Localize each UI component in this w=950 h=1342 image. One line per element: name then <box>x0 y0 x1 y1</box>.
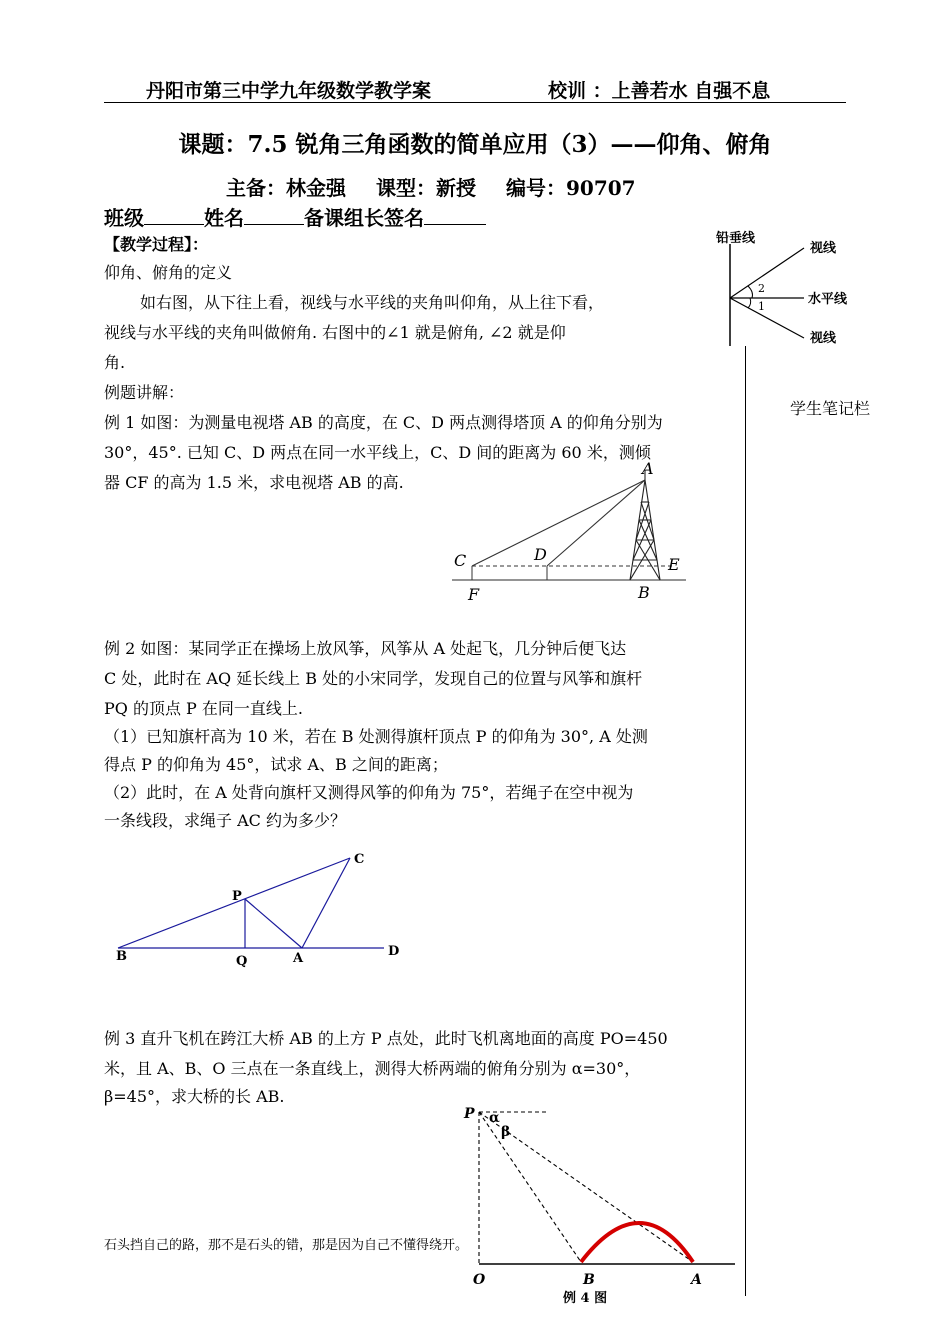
ex1-line: 器 CF 的高为 1.5 米，求电视塔 AB 的高. <box>104 473 404 492</box>
angle-figure <box>700 226 870 356</box>
sight-line-b <box>479 1112 581 1262</box>
ex2-line: （2）此时，在 A 处背向旗杆又测得风筝的仰角为 75°，若绳子在空中视为 <box>104 783 634 802</box>
alpha-label: α <box>489 1110 500 1126</box>
sight-line-a <box>479 1112 693 1262</box>
sight-line-down <box>730 298 804 338</box>
definition-line: 如右图，从下往上看，视线与水平线的夹角叫仰角，从上往下看， <box>140 293 605 312</box>
point-p-label: P <box>232 889 242 904</box>
point-a-label: A <box>642 459 654 478</box>
name-label: 姓名 <box>204 206 244 230</box>
ex2-lines <box>118 858 384 948</box>
definition-line: 视线与水平线的夹角叫做俯角. 右图中的∠1 就是俯角, ∠2 就是仰 <box>104 323 566 342</box>
point-c-label: C <box>354 852 365 867</box>
angle-1-arc <box>748 298 751 308</box>
examples-heading: 例题讲解： <box>104 383 185 402</box>
school-motto: 校训 ：上善若水 自强不息 <box>548 80 771 102</box>
angle-2-label: 2 <box>758 282 765 295</box>
ex1-figure <box>440 456 700 606</box>
ex2-line: PQ 的顶点 P 在同一直线上. <box>104 699 303 718</box>
ex3-line: 米，且 A、B、O 三点在一条直线上，测得大桥两端的俯角分别为 α=30°， <box>104 1059 641 1078</box>
school-name: 丹阳市第三中学九年级数学教学案 <box>146 80 432 102</box>
lesson-meta <box>226 172 666 201</box>
leader-label: 备课组长签名 <box>304 206 424 230</box>
ex2-line: 一条线段，求绳子 AC 约为多少？ <box>104 811 346 830</box>
point-b-label: B <box>116 949 127 964</box>
bridge-arc <box>581 1223 693 1262</box>
lesson-title: 课题：7.5 锐角三角函数的简单应用（3）——仰角、俯角 <box>178 131 772 158</box>
point-p-label: P <box>464 1106 475 1122</box>
ex2-figure <box>104 844 414 974</box>
sight-down-label: 视线 <box>810 331 837 346</box>
point-c-label: C <box>454 551 467 570</box>
ex2-line: 例 2 如图：某同学正在操场上放风筝，风筝从 A 处起飞，几分钟后便飞达 <box>104 639 627 658</box>
point-b-label: B <box>638 583 650 602</box>
point-o-label: O <box>473 1272 486 1288</box>
tower <box>630 470 660 580</box>
point-a-label: A <box>293 951 304 966</box>
footer-quote: 石头挡自己的路，那不是石头的错，那是因为自己不懂得绕开。 <box>104 1238 469 1253</box>
ex2-line: （1）已知旗杆高为 10 米，若在 B 处测得旗杆顶点 P 的仰角为 30°, A 处测 <box>104 727 648 746</box>
sight-up-label: 视线 <box>810 241 837 256</box>
class-label: 班级 <box>104 206 144 230</box>
beta-label: β <box>501 1124 511 1140</box>
ex2-line: C 处，此时在 AQ 延长线上 B 处的小宋同学，发现自己的位置与风筝和旗杆 <box>104 669 643 688</box>
section-heading: 【教学过程】： <box>104 235 209 254</box>
ex3-figure <box>455 1100 745 1310</box>
sight-line-d <box>547 480 645 566</box>
signature-line <box>104 202 486 231</box>
definition-heading: 仰角、俯角的定义 <box>104 263 233 282</box>
point-a-label: A <box>691 1272 702 1288</box>
class-blank[interactable] <box>144 206 204 225</box>
point-d-label: D <box>388 944 400 959</box>
point-q-label: Q <box>236 954 248 969</box>
ex3-line: 例 3 直升飞机在跨江大桥 AB 的上方 P 点处，此时飞机离地面的高度 PO=450 <box>104 1029 668 1048</box>
lesson-type: 课型：新授 <box>376 176 476 200</box>
figure-caption: 例 4 图 <box>563 1291 608 1306</box>
sight-line-up <box>730 248 804 298</box>
point-d-label: D <box>534 545 547 564</box>
ex1-line: 例 1 如图：为测量电视塔 AB 的高度，在 C、D 两点测得塔顶 A 的仰角分别为 <box>104 413 663 432</box>
notes-label: 学生笔记栏 <box>790 399 871 418</box>
angle-1-label: 1 <box>758 300 765 313</box>
point-b-label: B <box>583 1272 595 1288</box>
point-e-label: E <box>668 555 680 574</box>
page-header <box>104 74 846 103</box>
ex3-line: β=45°，求大桥的长 AB. <box>104 1087 285 1106</box>
horizontal-label: 水平线 <box>808 292 848 307</box>
sight-line-c <box>472 480 645 566</box>
leader-blank[interactable] <box>424 206 486 225</box>
definition-line: 角. <box>104 353 126 372</box>
point-f-label: F <box>468 585 480 604</box>
name-blank[interactable] <box>244 206 304 225</box>
vertical-label: 铅垂线 <box>716 231 756 246</box>
ex2-line: 得点 P 的仰角为 45°，试求 A、B 之间的距离； <box>104 755 448 774</box>
notes-divider <box>745 346 746 1296</box>
author: 主备：林金强 <box>226 176 346 200</box>
angle-2-arc <box>748 286 753 298</box>
lesson-number: 编号：90707 <box>506 176 636 200</box>
ex1-line: 30°，45°. 已知 C、D 两点在同一水平线上，C、D 间的距离为 60 米，测倾 <box>104 443 651 462</box>
